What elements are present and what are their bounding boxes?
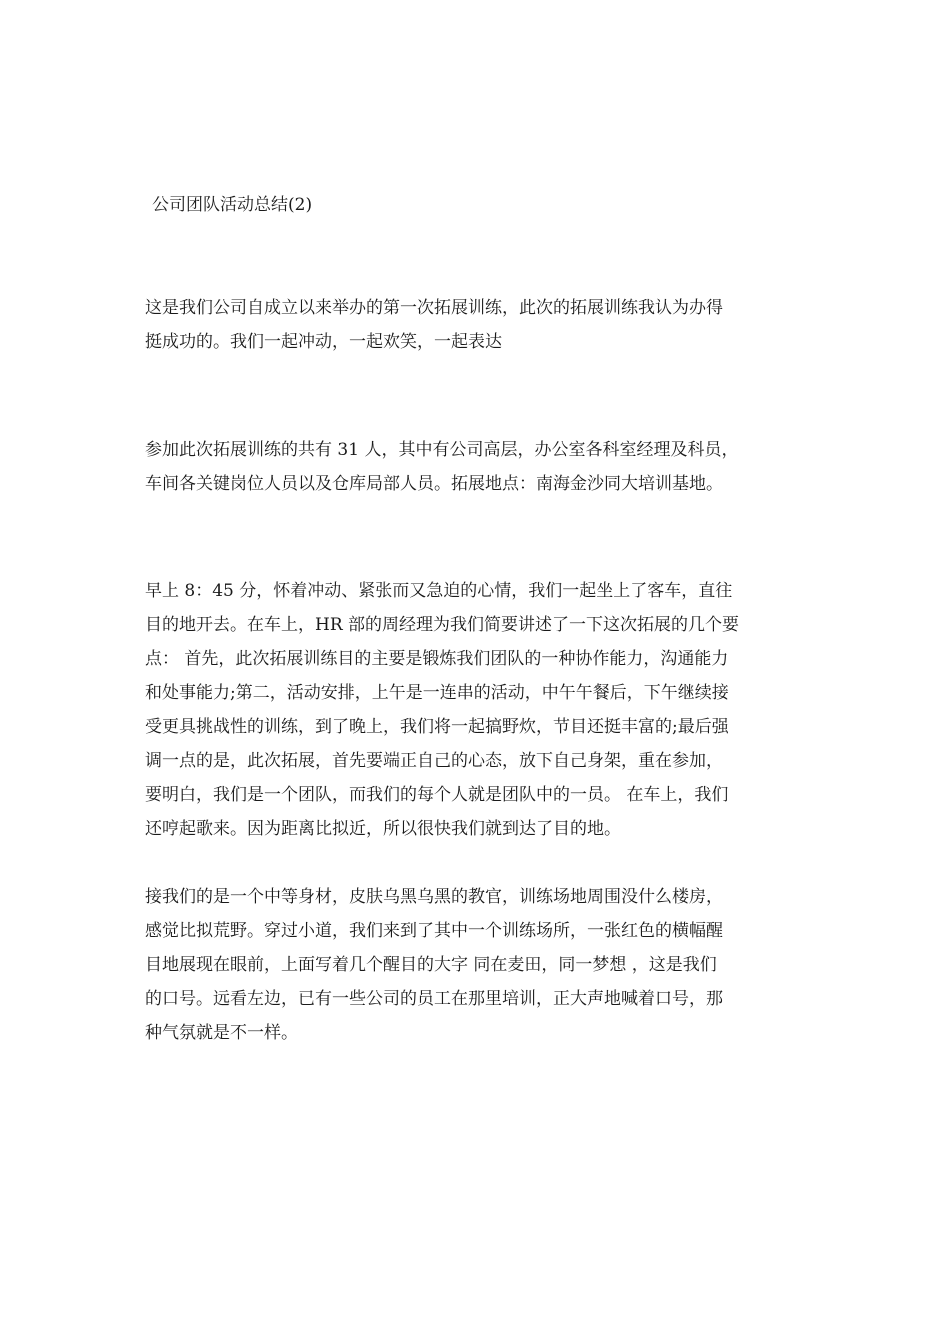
paragraph-line: 目地展现在眼前，上面写着几个醒目的大字 同在麦田，同一梦想 ，这是我们 [145, 955, 717, 975]
paragraph-line: 车间各关键岗位人员以及仓库局部人员。拓展地点：南海金沙同大培训基地。 [145, 474, 723, 494]
paragraph-1 [145, 291, 807, 359]
paragraph-line: 参加此次拓展训练的共有 31 人，其中有公司高层，办公室各科室经理及科员， [145, 440, 739, 460]
paragraph-line: 点： 首先，此次拓展训练目的主要是锻炼我们团队的一种协作能力，沟通能力 [145, 649, 729, 669]
paragraph-line: 还哼起歌来。因为距离比拟近，所以很快我们就到达了目的地。 [145, 819, 621, 839]
paragraph-line: 要明白，我们是一个团队，而我们的每个人就是团队中的一员。 在车上，我们 [145, 785, 729, 805]
paragraph-line: 目的地开去。在车上，HR 部的周经理为我们简要讲述了一下这次拓展的几个要 [145, 615, 740, 635]
paragraph-line: 感觉比拟荒野。穿过小道，我们来到了其中一个训练场所，一张红色的横幅醒 [145, 921, 723, 941]
paragraph-line: 调一点的是，此次拓展，首先要端正自己的心态，放下自己身架，重在参加， [145, 751, 723, 771]
paragraph-line: 的口号。远看左边，已有一些公司的员工在那里培训，正大声地喊着口号，那 [145, 989, 723, 1009]
paragraph-line: 接我们的是一个中等身材，皮肤乌黑乌黑的教官，训练场地周围没什么楼房， [145, 887, 723, 907]
document-title: 公司团队活动总结(2) [152, 195, 313, 215]
paragraph-4 [145, 880, 807, 1050]
paragraph-2 [145, 433, 807, 501]
paragraph-line: 受更具挑战性的训练，到了晚上，我们将一起搞野炊，节目还挺丰富的;最后强 [145, 717, 729, 737]
paragraph-line: 早上 8：45 分，怀着冲动、紧张而又急迫的心情，我们一起坐上了客车，直往 [145, 581, 733, 601]
paragraph-line: 和处事能力;第二，活动安排，上午是一连串的活动，中午午餐后，下午继续接 [145, 683, 729, 703]
paragraph-line: 这是我们公司自成立以来举办的第一次拓展训练，此次的拓展训练我认为办得 [145, 298, 723, 318]
paragraph-3 [145, 574, 807, 846]
paragraph-line: 种气氛就是不一样。 [145, 1023, 298, 1043]
paragraph-line: 挺成功的。我们一起冲动，一起欢笑，一起表达 [145, 332, 502, 352]
